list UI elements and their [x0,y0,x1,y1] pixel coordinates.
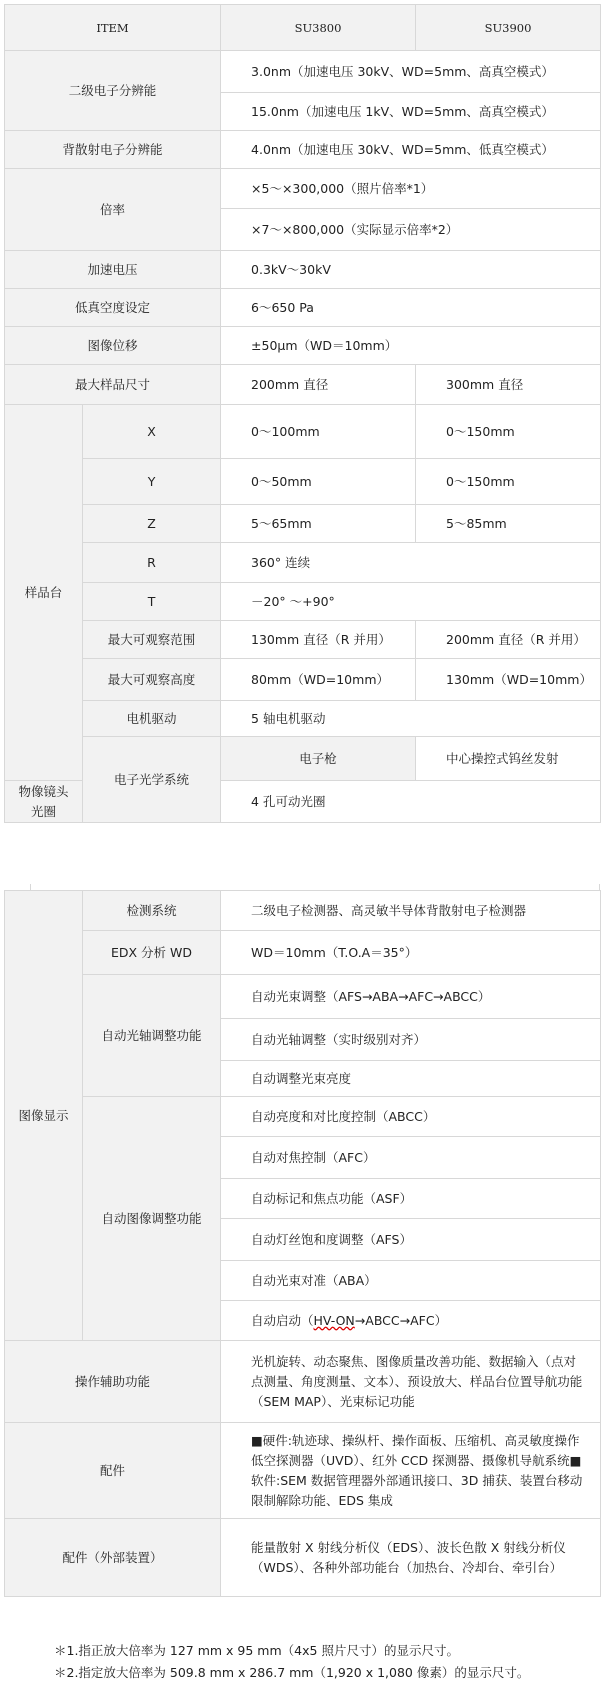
image-axis-1: 自动光束调整（AFS→ABA→AFC→ABCC） [221,975,601,1019]
image-auto-6 [221,1301,601,1341]
stage-t-label: T [83,583,221,621]
group-label-image: 图像显示 [5,891,83,1341]
header-item: ITEM [5,5,221,51]
stage-z-b: 5～85mm [416,505,601,543]
row-label-acc-parts: 配件 [5,1423,221,1519]
stage-t-value: －20° ～+90° [221,583,601,621]
image-auto-5: 自动光束对准（ABA） [221,1261,601,1301]
stage-height-label: 最大可观察高度 [83,659,221,701]
cell-shift: ±50μm（WD＝10mm） [221,327,601,365]
footnotes [54,1640,529,1684]
stage-r-value: 360° 连续 [221,543,601,583]
image-auto-2: 自动对焦控制（AFC） [221,1137,601,1179]
cell-mag-2: ×7～×800,000（实际显示倍率*2） [221,209,601,251]
header-model-b: SU3900 [416,5,601,51]
image-detect-value: 二级电子检测器、高灵敏半导体背散射电子检测器 [221,891,601,931]
row-label-ext-parts: 配件（外部装置） [5,1519,221,1597]
image-edx-label: EDX 分析 WD [83,931,221,975]
stage-motor-label: 电机驱动 [83,701,221,737]
cell-se-res-2: 15.0nm（加速电压 1kV、WD=5mm、高真空模式） [221,93,601,131]
spec-table-part2 [4,890,601,1597]
cell-acc: 0.3kV～30kV [221,251,601,289]
cell-maxsize-b: 300mm 直径 [416,365,601,405]
cell-se-res-1: 3.0nm（加速电压 30kV、WD=5mm、高真空模式） [221,51,601,93]
optics-gun-label: 电子枪 [221,737,416,781]
image-auto-6-post: →ABCC→AFC） [354,1312,448,1328]
image-auto-1: 自动亮度和对比度控制（ABCC） [221,1097,601,1137]
optics-gun-value: 中心操控式钨丝发射 [416,737,601,781]
footnote-1: ＊1.指正放大倍率为 127 mm x 95 mm（4x5 照片尺寸）的显示尺寸。 [54,1643,459,1658]
cell-maxsize-a: 200mm 直径 [221,365,416,405]
row-label-shift: 图像位移 [5,327,221,365]
row-label-mag: 倍率 [5,169,221,251]
stage-r-label: R [83,543,221,583]
optics-aperture-label: 物像镜头光圈 [5,781,83,823]
cell-assist: 光机旋转、动态聚焦、图像质量改善功能、数据输入（点对点测量、角度测量、文本）、预设放大、样品台位置导航功能（SEM MAP）、光束标记功能 [221,1341,601,1423]
cell-mag-1: ×5～×300,000（照片倍率*1） [221,169,601,209]
image-auto-6-underlined: HV-ON [313,1312,355,1328]
optics-aperture-value: 4 孔可动光圈 [221,781,601,823]
cell-ext-parts: 能量散射 X 射线分析仪（EDS）、波长色散 X 射线分析仪（WDS）、各种外部功能台（加热台、冷却台、牵引台） [221,1519,601,1597]
row-label-assist: 操作辅助功能 [5,1341,221,1423]
image-detect-label: 检测系统 [83,891,221,931]
footnote-2: ＊2.指定放大倍率为 509.8 mm x 286.7 mm（1,920 x 1,080 像素）的显示尺寸。 [54,1665,530,1680]
row-label-bse-res: 背散射电子分辨能 [5,131,221,169]
image-auto-label: 自动图像调整功能 [83,1097,221,1341]
row-label-acc: 加速电压 [5,251,221,289]
stage-height-b: 130mm（WD=10mm） [416,659,601,701]
stage-z-label: Z [83,505,221,543]
cell-lowvac: 6～650 Pa [221,289,601,327]
stage-height-a: 80mm（WD=10mm） [221,659,416,701]
stage-z-a: 5～65mm [221,505,416,543]
stage-range-b: 200mm 直径（R 并用） [416,621,601,659]
stage-y-a: 0～50mm [221,459,416,505]
row-label-lowvac: 低真空度设定 [5,289,221,327]
header-model-a: SU3800 [221,5,416,51]
stage-x-label: X [83,405,221,459]
image-edx-value: WD＝10mm（T.O.A＝35°） [221,931,601,975]
image-axis-label: 自动光轴调整功能 [83,975,221,1097]
group-label-stage: 样品台 [5,405,83,781]
stage-y-label: Y [83,459,221,505]
cell-acc-parts: ■硬件:轨迹球、操纵杆、操作面板、压缩机、高灵敏度操作低空探测器（UVD）、红外 CCD 探测器、摄像机导航系统■软件:SEM 数据管理器外部通讯接口、3D 捕获、装置台移动限制解除功能、EDS 集成 [221,1423,601,1519]
image-auto-6-pre: 自动启动（ [251,1312,314,1328]
stage-x-a: 0～100mm [221,405,416,459]
stage-range-a: 130mm 直径（R 并用） [221,621,416,659]
image-axis-3: 自动调整光束亮度 [221,1061,601,1097]
spec-table-part1 [4,4,601,823]
row-label-se-res: 二级电子分辨能 [5,51,221,131]
cell-bse-res: 4.0nm（加速电压 30kV、WD=5mm、低真空模式） [221,131,601,169]
image-auto-3: 自动标记和焦点功能（ASF） [221,1179,601,1219]
row-label-maxsize: 最大样品尺寸 [5,365,221,405]
image-auto-4: 自动灯丝饱和度调整（AFS） [221,1219,601,1261]
image-axis-2: 自动光轴调整（实时级别对齐） [221,1019,601,1061]
stage-range-label: 最大可观察范围 [83,621,221,659]
group-label-optics: 电子光学系统 [83,737,221,823]
stage-x-b: 0～150mm [416,405,601,459]
stage-motor-value: 5 轴电机驱动 [221,701,601,737]
stage-y-b: 0～150mm [416,459,601,505]
